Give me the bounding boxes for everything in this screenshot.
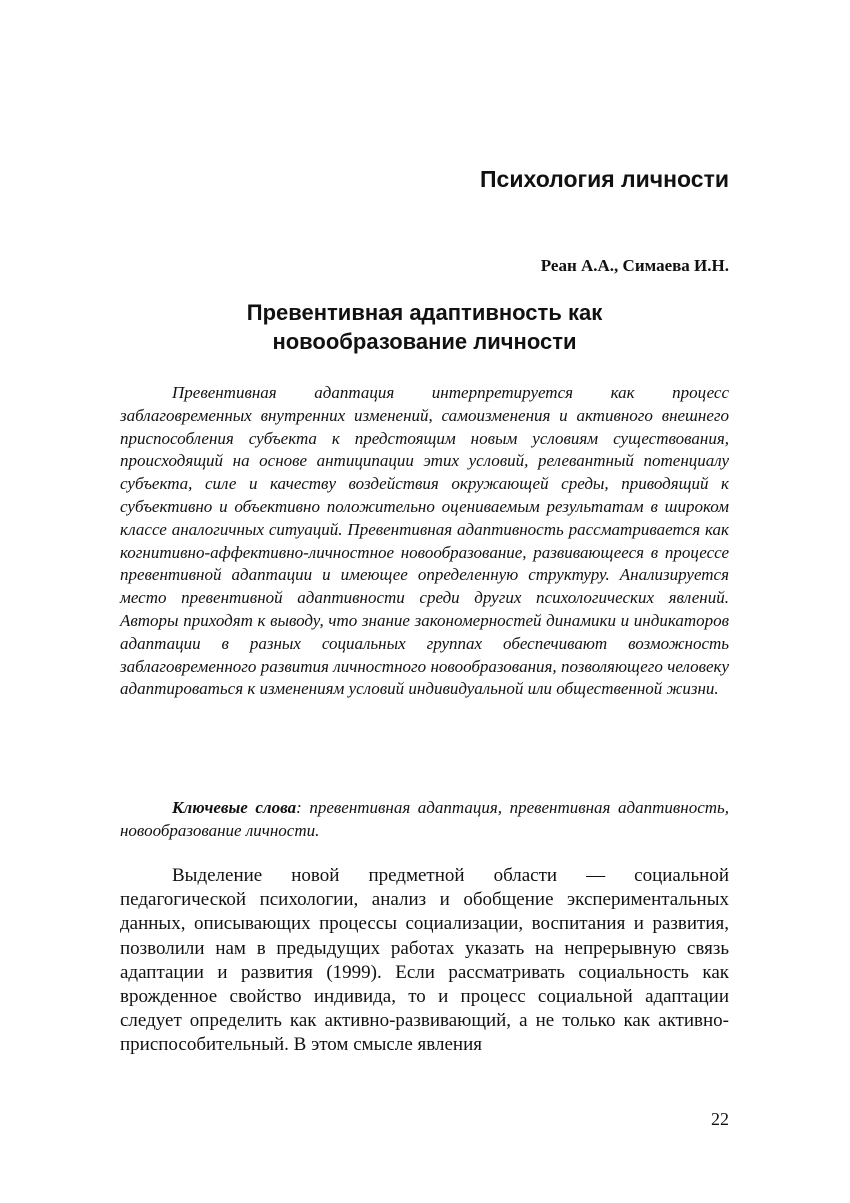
keywords-separator: :	[296, 798, 302, 817]
keywords-label: Ключевые слова	[172, 798, 297, 817]
keywords-paragraph	[120, 796, 729, 842]
article-title-line-2: новообразование личности	[272, 329, 577, 354]
section-title: Психология личности	[480, 166, 729, 192]
article-title-line-1: Превентивная адаптивность как	[246, 300, 603, 325]
body-paragraph: Выделение новой предметной области — социальной педагогической психологии, анализ и обобщение экспериментальных данных, описывающих процессы социализации, воспитания и развития, позволили нам в предыдущих работах указать на непрерывную связь адаптации и развития (1999). Если рассматривать социальность как врожденное свойство индивида, то и процесс социальной адаптации следует определить как активно-развивающий, а не только как активно-приспособительный. В этом смысле явления	[120, 865, 729, 1056]
article-authors: Реан А.А., Симаева И.Н.	[540, 256, 729, 275]
page-number: 22	[711, 1109, 729, 1129]
article-title	[120, 298, 729, 356]
article-abstract: Превентивная адаптация интерпретируется как процесс заблаговременных внутренних изменений, самоизменения и активного внешнего приспособления субъекта к предстоящим новым условиям существования, происходящий на основе антиципации этих условий, релевантный потенциалу субъекта, силе и качеству воздействия окружающей среды, приводящий к субъективно и объективно положительно оцениваемым результатам в широком классе аналогичных ситуаций. Превентивная адаптивность рассматривается как когнитивно-аффективно-личностное новообразование, развивающееся в процессе превентивной адаптации и имеющее определенную структуру. Анализируется место превентивной адаптивности среди других психологических явлений. Авторы приходят к выводу, что знание закономерностей динамики и индикаторов адаптации в разных социальных группах обеспечивают возможность заблаговременного развития личностного новообразования, позволяющего человеку адаптироваться к изменениям условий индивидуальной или общественной жизни.	[120, 383, 729, 699]
keywords-text: превентивная адаптация, превентивная адаптивность, новообразование личности.	[120, 798, 730, 840]
